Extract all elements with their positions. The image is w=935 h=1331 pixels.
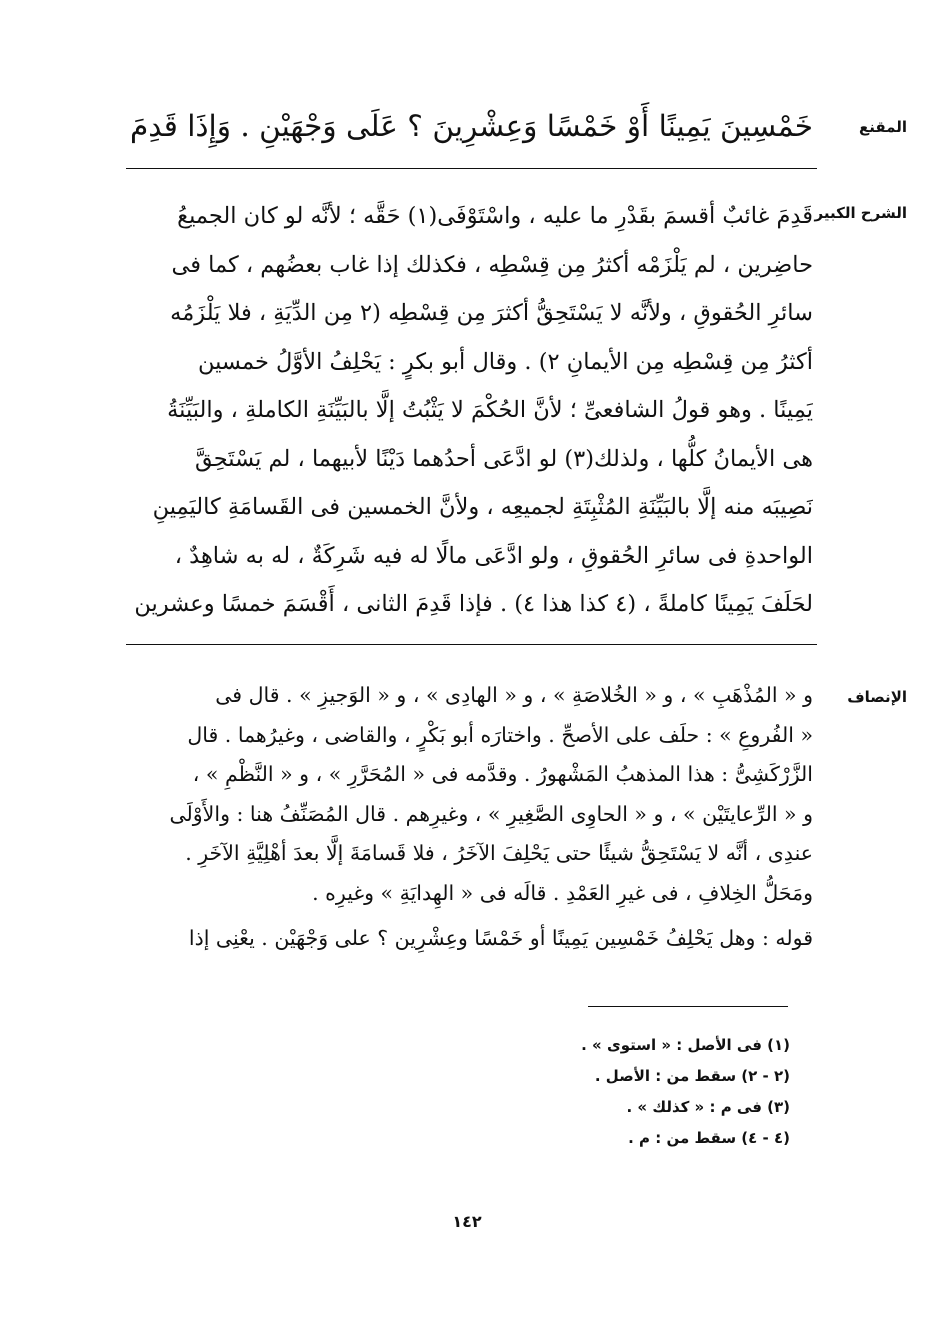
section-divider-middle	[126, 644, 817, 645]
muqni-label: المقنع	[859, 118, 907, 136]
insaf-text	[123, 676, 813, 959]
footnotes	[390, 1030, 790, 1154]
muqni-section	[0, 100, 935, 160]
sharh-section	[0, 192, 935, 632]
muqni-text	[123, 100, 813, 152]
footnote: (١) فى الأصل : « استوى » .	[581, 1036, 790, 1054]
sharh-line: لحَلَفَ يَمِينًا كاملةً ، (٤ كذا هذا ٤) . فإذا قَدِمَ الثانى ، أَقْسَمَ خمسًا وعشرين	[134, 591, 813, 617]
muqni-line: خَمْسِينَ يَمِينًا أَوْ خَمْسًا وَعِشْرِينَ ؟ عَلَى وَجْهَيْنِ . وَإِذَا قَدِمَ	[130, 109, 813, 143]
sharh-line: نَصِيبَه منه إلَّا بالبَيِّنَةِ المُثْبِتَةِ لجميعِه ، ولأنَّ الخمسين فى القَسامَةِ كاليَمِينِ	[152, 494, 813, 520]
footnote: (٤ - ٤) سقط من : م .	[628, 1129, 790, 1147]
sharh-line: هى الأيمانُ كلُّها ، ولذلك(٣) لو ادَّعَى أحدُهما دَيْنًا لأبيهما ، لم يَسْتَحِقَّ	[194, 445, 813, 472]
insaf-line: و « الرِّعايتَيْن » ، و « الحاوِى الصَّغِيرِ » ، وغيرِهم . قال المُصَنِّفُ هنا : والأَوْلَى	[169, 801, 813, 826]
footnote: (٢ - ٢) سقط من : الأصل .	[594, 1067, 790, 1085]
sharh-line: قَدِمَ غائبٌ أقسمَ بقَدْرِ ما عليه ، واسْتَوْفَى(١) حَقَّه ؛ لأنَّه لو كان الجميعُ	[177, 203, 813, 229]
footnote-divider	[588, 1006, 788, 1007]
insaf-qawl-line: قوله : وهل يَحْلِفُ خَمْسِين يَمِينًا أو خَمْسًا وعِشْرِين ؟ على وَجْهَيْن . يعْنِى إذا	[188, 926, 813, 950]
sharh-line: يَمِينًا . وهو قولُ الشافعىِّ ؛ لأنَّ الحُكْمَ لا يَثْبُتُ إلَّا بالبَيِّنَةِ الكاملةِ ، والبَيِّنَةُ	[167, 397, 813, 423]
insaf-line: الزَّرْكَشِىُّ : هذا المذهبُ المَشْهورُ . وقدَّمه فى « المُحَرَّرِ » ، و « النَّظْمِ » ،	[192, 762, 813, 786]
insaf-line: و « المُذْهَبِ » ، و « الخُلاصَةِ » ، و « الهادِى » ، و « الوَجيزِ » . قال فى	[215, 683, 813, 707]
sharh-line: سائرِ الحُقوقِ ، ولأنَّه لا يَسْتَحِقُّ أكثرَ مِن قِسْطِه (٢ مِن الدِّيَةِ ، فلا يَلْزَمُه	[170, 300, 813, 326]
insaf-line: عندِى ، أنَّه لا يَسْتَحِقُّ شيئًا حتى يَحْلِفَ الآخَرُ ، فلا قَسامَةَ إلَّا بعدَ أهْلِيَّةِ الآخَرِ .	[185, 841, 813, 865]
insaf-section	[0, 676, 935, 996]
sharh-label: الشرح الكبير	[814, 204, 907, 222]
sharh-text	[123, 192, 813, 629]
page-number: ١٤٢	[452, 1212, 482, 1231]
insaf-line: ومَحَلُّ الخِلافِ ، فى غيرِ العَمْدِ . قالَه فى « الهِدايَةِ » وغيرِه .	[312, 880, 813, 905]
sharh-line: حاضِرين ، لم يَلْزَمْه أكثرُ مِن قِسْطِه ، فكذلك إذا غاب بعضُهم ، كما فى	[171, 251, 813, 278]
sharh-line: أكثرُ مِن قِسْطِه مِن الأيمانِ ٢) . وقال أبو بكرٍ : يَحْلِفُ الأوَّلُ خمسين	[198, 348, 813, 375]
insaf-label: الإنصاف	[847, 688, 907, 706]
footnote: (٣) فى م : « كذلك » .	[626, 1098, 790, 1116]
section-divider-top	[126, 168, 817, 169]
sharh-line: الواحدةِ فى سائرِ الحُقوقِ ، ولو ادَّعَى مالًا له فيه شَرِكَةٌ ، له به شاهِدٌ ،	[174, 542, 813, 569]
insaf-line: « الفُروعِ » : حلَف على الأصحِّ . واختارَه أبو بَكْرٍ ، والقاضى ، وغيرُهما . قال	[187, 722, 813, 747]
